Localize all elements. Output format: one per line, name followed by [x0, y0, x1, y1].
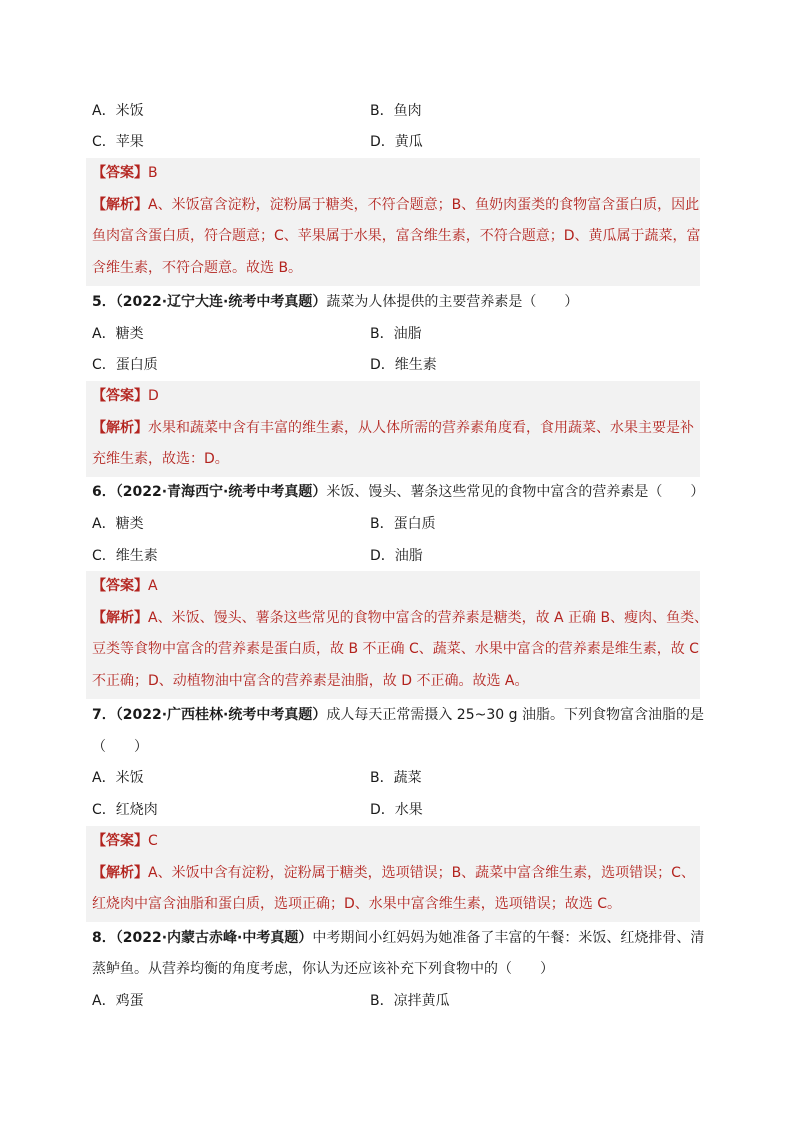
- q6-source: （2022·青海西宁·统考中考真题）: [115, 484, 327, 500]
- q7-stem: [92, 705, 712, 725]
- q6-text: 米饭、馒头、薯条这些常见的食物中富含的营养素是（ ）: [326, 484, 705, 500]
- q7-option-c[interactable]: C．红烧肉: [92, 802, 158, 818]
- q5-options-row-2: [92, 355, 712, 375]
- q5-option-d[interactable]: D．维生素: [370, 357, 437, 373]
- answer-tag: 【答案】: [92, 578, 148, 594]
- q5-options-row-1: [92, 324, 712, 344]
- q6-stem: [92, 482, 712, 502]
- q8-options-row-1: [92, 991, 712, 1011]
- answer-tag: 【答案】: [92, 833, 148, 849]
- q7-option-d[interactable]: D．水果: [370, 802, 423, 818]
- q4-options-row-1: [92, 101, 712, 121]
- q8-source: （2022·内蒙古赤峰·中考真题）: [115, 930, 313, 946]
- answer-tag: 【答案】: [92, 388, 148, 404]
- q6-option-c[interactable]: C．维生素: [92, 548, 158, 564]
- q5-stem: [92, 292, 712, 312]
- q7-text: 成人每天正常需摄入 25~30 g 油脂。下列食物富含油脂的是: [326, 707, 704, 723]
- q5-text: 蔬菜为人体提供的主要营养素是（ ）: [326, 294, 579, 310]
- analysis-tag: 【解析】: [92, 197, 148, 213]
- q7-answer-block: [86, 826, 700, 922]
- q7-option-a[interactable]: A．米饭: [92, 770, 144, 786]
- q4-answer-value: B: [148, 165, 158, 181]
- q6-answer-block: [86, 571, 709, 699]
- q6-number: 6．: [92, 484, 116, 500]
- q6-option-b[interactable]: B．蛋白质: [370, 516, 436, 532]
- q4-answer-line: [92, 163, 158, 183]
- q6-analysis-line-1: 【解析】A、米饭、馒头、薯条这些常见的食物中富含的营养素是糖类，故 A 正确 B、瘦肉、鱼类、: [92, 610, 709, 626]
- q8-text: 中考期间小红妈妈为她准备了丰富的午餐：米饭、红烧排骨、清: [312, 930, 705, 946]
- q4-option-b[interactable]: B．鱼肉: [370, 103, 422, 119]
- q8-option-a[interactable]: A．鸡蛋: [92, 993, 144, 1009]
- q5-answer-block: [86, 381, 700, 477]
- analysis-tag: 【解析】: [92, 610, 148, 626]
- q6-answer-line: [92, 576, 158, 596]
- q5-analysis-line-1: 【解析】水果和蔬菜中含有丰富的维生素，从人体所需的营养素角度看，食用蔬菜、水果主要是补: [92, 420, 694, 436]
- q6-analysis-line-3: 不正确；D、动植物油中富含的营养素是油脂，故 D 不正确。故选 A。: [92, 673, 529, 689]
- q6-analysis-line-2: 豆类等食物中富含的营养素是蛋白质，故 B 不正确 C、蔬菜、水果中富含的营养素是维生素，故 C: [92, 641, 699, 657]
- q6-option-d[interactable]: D．油脂: [370, 548, 423, 564]
- q7-answer-value: C: [148, 833, 158, 849]
- q4-option-c[interactable]: C．苹果: [92, 134, 144, 150]
- q4-option-a[interactable]: A．米饭: [92, 103, 144, 119]
- q5-option-c[interactable]: C．蛋白质: [92, 357, 158, 373]
- q7-stem-continued: （ ）: [92, 739, 148, 755]
- q4-answer-block: [86, 158, 700, 286]
- q8-option-b[interactable]: B．凉拌黄瓜: [370, 993, 450, 1009]
- q7-number: 7．: [92, 707, 116, 723]
- answer-tag: 【答案】: [92, 165, 148, 181]
- q7-source: （2022·广西桂林·统考中考真题）: [115, 707, 327, 723]
- q7-option-b[interactable]: B．蔬菜: [370, 770, 422, 786]
- q8-stem-continued: 蒸鲈鱼。从营养均衡的角度考虑，你认为还应该补充下列食物中的（ ）: [92, 961, 554, 977]
- analysis-tag: 【解析】: [92, 865, 148, 881]
- q4-option-d[interactable]: D．黄瓜: [370, 134, 423, 150]
- q7-analysis-line-1: 【解析】A、米饭中含有淀粉，淀粉属于糖类，选项错误；B、蔬菜中富含维生素，选项错误；C、: [92, 865, 695, 881]
- q8-stem: [92, 928, 712, 948]
- q5-number: 5．: [92, 294, 116, 310]
- q5-option-a[interactable]: A．糖类: [92, 326, 144, 342]
- q6-answer-value: A: [148, 578, 158, 594]
- q8-number: 8．: [92, 930, 116, 946]
- q6-options-row-1: [92, 514, 712, 534]
- q6-options-row-2: [92, 546, 712, 566]
- q7-options-row-1: [92, 768, 712, 788]
- q5-answer-value: D: [148, 388, 159, 404]
- q7-options-row-2: [92, 800, 712, 820]
- q7-analysis-line-2: 红烧肉中富含油脂和蛋白质，选项正确；D、水果中富含维生素，选项错误；故选 C。: [92, 896, 622, 912]
- q4-analysis-line-2: 鱼肉富含蛋白质，符合题意；C、苹果属于水果，富含维生素，不符合题意；D、黄瓜属于蔬菜，富: [92, 228, 701, 244]
- analysis-tag: 【解析】: [92, 420, 148, 436]
- q5-source: （2022·辽宁大连·统考中考真题）: [115, 294, 327, 310]
- q5-analysis-line-2: 充维生素，故选：D。: [92, 451, 229, 467]
- q5-option-b[interactable]: B．油脂: [370, 326, 422, 342]
- q4-options-row-2: [92, 132, 712, 152]
- q4-analysis-line-1: 【解析】A、米饭富含淀粉，淀粉属于糖类，不符合题意；B、鱼奶肉蛋类的食物富含蛋白质，因此: [92, 197, 700, 213]
- q7-answer-line: [92, 831, 158, 851]
- q6-option-a[interactable]: A．糖类: [92, 516, 144, 532]
- q5-answer-line: [92, 386, 159, 406]
- q4-analysis-line-3: 含维生素，不符合题意。故选 B。: [92, 260, 303, 276]
